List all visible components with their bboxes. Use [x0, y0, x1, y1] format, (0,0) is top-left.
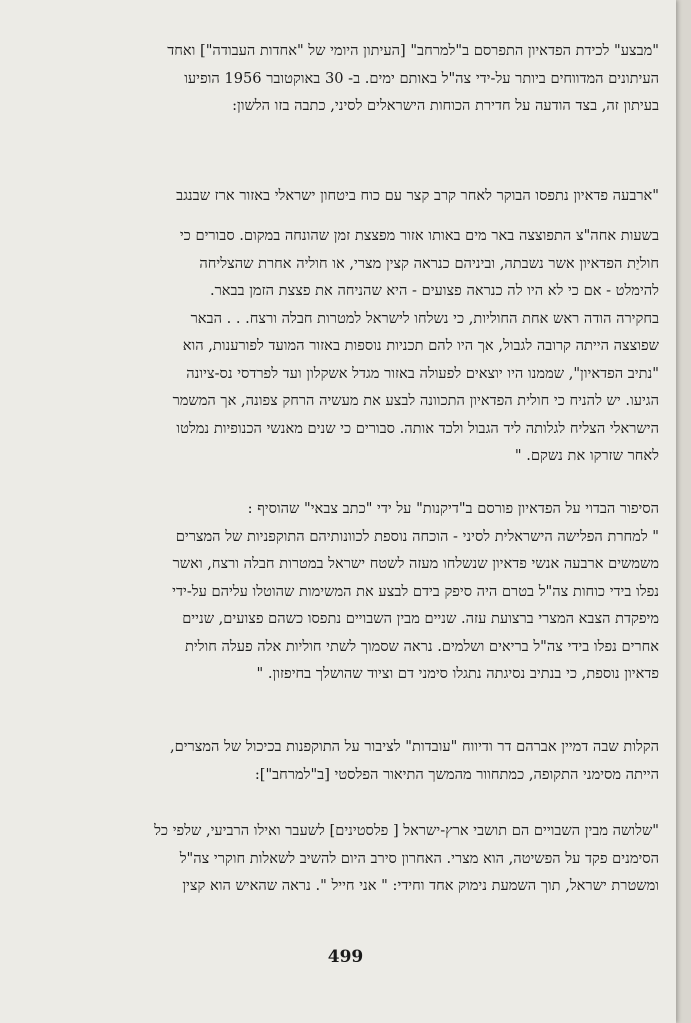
text-line: מיפקדת הצבא המצרי ברצועת עזה. שניים מבין השבויים נתפסו כשהם פצועים, שניים [182, 610, 659, 627]
text-line: בחקירה הודה ראש אחת החוליות, כי נשלחו לישראל למטרות חבלה ורצח. . . הבאר [190, 309, 659, 327]
text-line: בשעות אחה"צ התפוצצה באר מים באותו אזור מפצצת זמן שהונחה במקום. סבורים כי [179, 227, 659, 244]
page-number: 499 [327, 947, 364, 967]
text-line: פדאיון נוספת, כי בנתיב נסיגתה נתגלו סימני דם וציוד שהושלך בחיפזון. " [256, 665, 659, 682]
text-line: "שלושה מבין השבויים הם תושבי ארץ-ישראל [ פלסטינים] לשעבר ואילו הרביעי, שלפי כל [154, 822, 659, 839]
text-line: הישראלי הצליח לגלותה ליד הגבול ולכד אותה. סבורים כי שנים מאנשי הכנופיות נמלטו [176, 419, 659, 437]
text-line: נפלו בידי כוחות צה"ל בטרם היה סיפק בידם לבצע את המשימות שהוטלו עליהם על-ידי [172, 582, 659, 600]
text-line: הסיפור הבדוי על הפדאיון פורסם ב"דיקנות" על ידי "כתב צבאי" שהוסיף : [247, 500, 659, 517]
text-line: להימלט - אם כי לא היו לה כנראה פצועים - היא שהניחה את פצצת הזמן בבאר. [209, 282, 659, 299]
paragraph-1 [167, 37, 659, 120]
paragraph-2 [176, 182, 659, 210]
text-line: אחרים נפלו בידי צה"ל בריאים ושלמים. נראה שסמוך לשתי חוליות אלה פעלה חולית [184, 637, 659, 655]
text-line: " למחרת הפלישה הישראלית לסיני - הוכחה נוספת לכוונותיהם התוקפניות של המצרים [175, 527, 659, 545]
text-line: משמשים ארבעה אנשי פדאיון שנשלחו מעזה לשטח ישראל במטרות חבלה ורצח, ואשר [172, 555, 659, 572]
text-line: העיתונים המדווחים ביותר על-ידי צה"ל באותם ימים. ב- 30 באוקטובר 1956 הופיעו [184, 69, 659, 87]
text-line: לאחר שזרקו את נשקם. " [514, 447, 659, 464]
paragraph-3 [173, 222, 659, 470]
paragraph-5 [170, 733, 659, 788]
paragraph-6 [154, 817, 659, 900]
text-line: ומשטרת ישראל, תוך השמעת נימוק אחד וחידי: " אני חייל ". נראה שהאיש הוא קצין [182, 877, 659, 894]
text-line: הגיעו. יש להניח כי חולית הפדאיון התכוונה לבצע את מעשיה הרחק צפונה, אך המשמר [172, 392, 659, 409]
text-line: "מבצע" לכידת הפדאיון התפרסם ב"למרחב" [העיתון היומי של "אחדות העבודה"] ואחד [167, 42, 659, 59]
text-line: הייתה מסימני התקופה, כמתחוור מהמשך התיאור הפלסטי [ב"למרחב"]: [254, 765, 659, 783]
text-line: חוליַת הפדאיון אשר נשבתה, וביניהם כנראה קצין מצרי, או חוליה אחרת שהצליחה [199, 254, 659, 272]
text-line: "ארבעה פדאיון נתפסו הבוקר לאחר קרב קצר עם כוח ביטחון ישראלי באזור ארז שבנגב [176, 187, 659, 204]
text-line: הקלות שבה דמיין אברהם דר ודיווח "עובדות" לציבור על התוקפנות בכיכול של המצרים, [169, 738, 659, 755]
paragraph-4 [172, 495, 659, 688]
text-line: "נתיב הפדאיון", שממנו היו יוצאים לפעולה באזור מגדל אשקלון ועד לפרדסי נס-ציונה [186, 364, 659, 382]
text-line: שפוצצה הייתה קרובה לגבול, אך היו להם תכניות נוספות באזור המועד לפורענות, הוא [182, 337, 659, 354]
text-line: בעיתון זה, בצד הודעה על חדירת הכוחות הישראלים לסיני, כתבה בזו הלשון: [232, 97, 659, 114]
text-line: הסימנים פקד על הפשיטה, הוא מצרי. האחרון סירב היום להשיב לשאלות חוקרי צה"ל [179, 849, 659, 867]
